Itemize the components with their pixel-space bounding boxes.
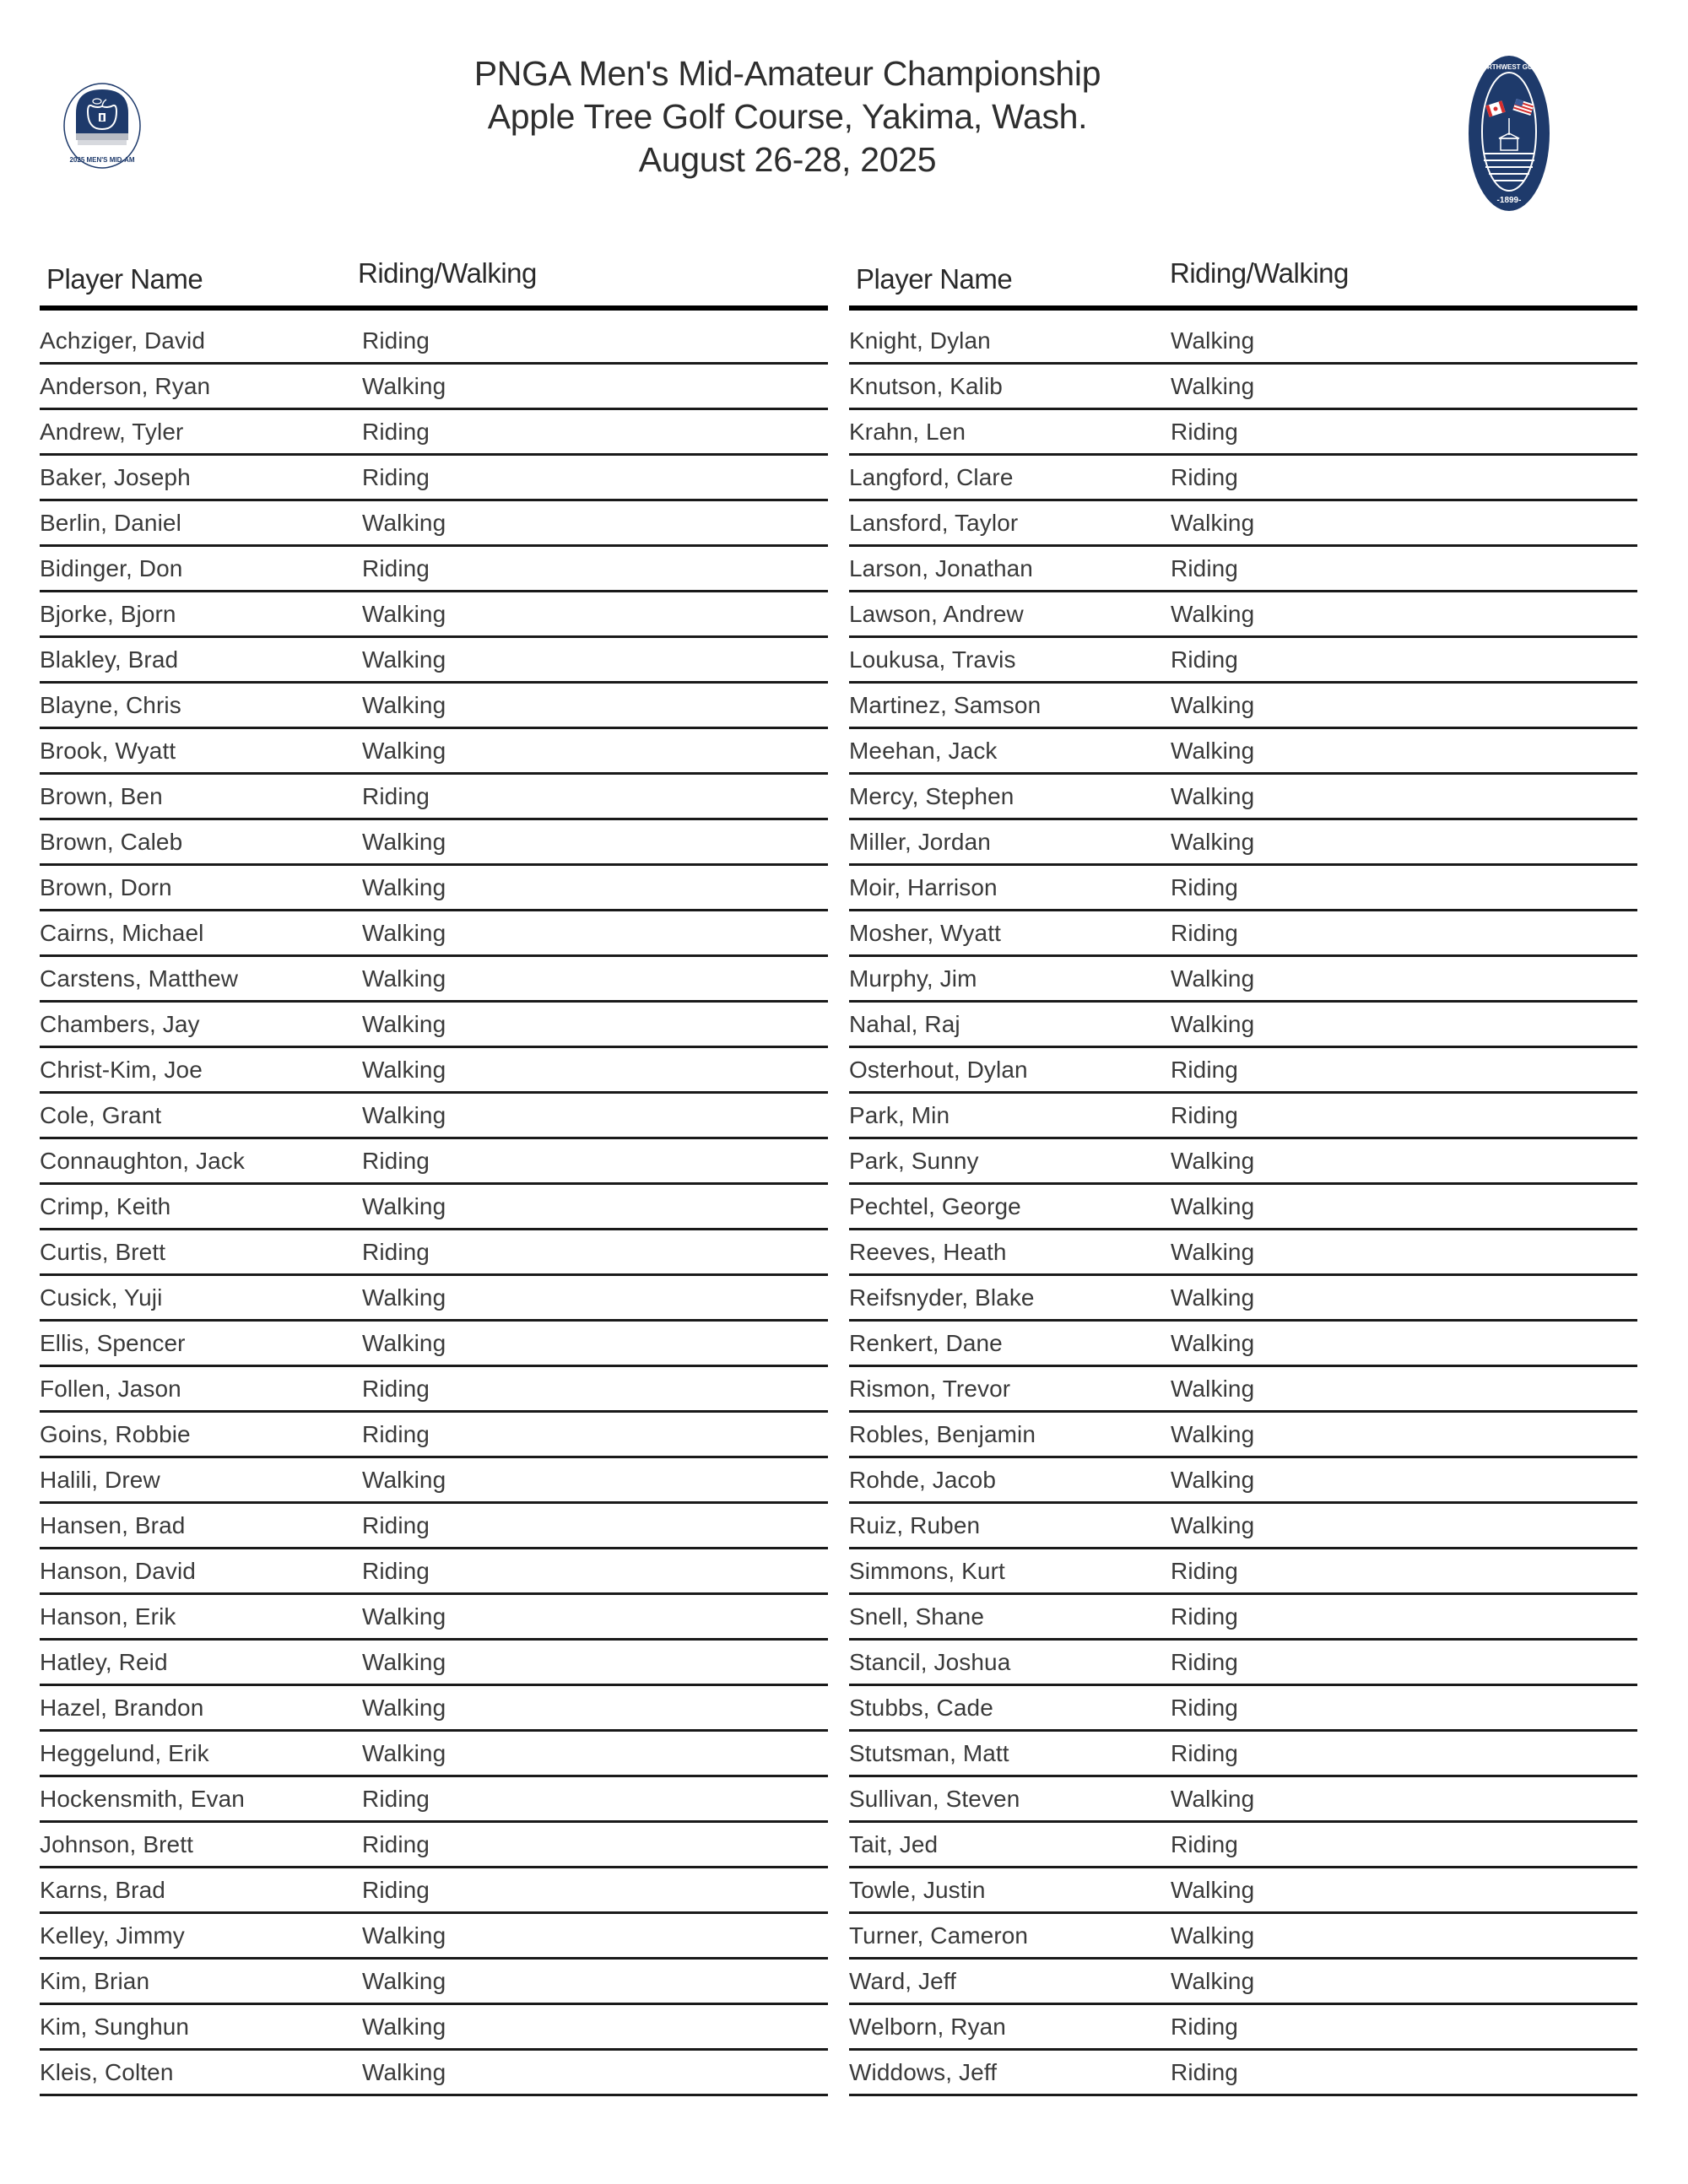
player-name: Hanson, David xyxy=(40,1558,196,1584)
player-name: Mercy, Stephen xyxy=(849,783,1014,809)
player-name: Knight, Dylan xyxy=(849,327,991,354)
riding-walking-status: Riding xyxy=(362,1786,430,1812)
event-title: PNGA Men's Mid-Amateur Championship xyxy=(473,54,1101,93)
riding-walking-status: Walking xyxy=(362,1330,446,1356)
svg-text:2025 MEN'S MID-AM: 2025 MEN'S MID-AM xyxy=(69,156,135,164)
table-row xyxy=(40,1322,828,1367)
player-name: Moir, Harrison xyxy=(849,874,998,900)
riding-walking-status: Riding xyxy=(1171,920,1238,946)
riding-walking-status: Riding xyxy=(1171,464,1238,490)
table-row xyxy=(40,1641,828,1686)
table-row xyxy=(849,1504,1637,1549)
riding-walking-status: Walking xyxy=(362,1057,446,1083)
table-row xyxy=(849,638,1637,684)
table-row xyxy=(40,866,828,911)
player-name: Towle, Justin xyxy=(849,1877,986,1903)
table-row xyxy=(849,820,1637,866)
players-table-right xyxy=(849,253,1637,2096)
table-row xyxy=(40,1504,828,1549)
table-row xyxy=(40,547,828,592)
table-row xyxy=(40,1732,828,1777)
table-row xyxy=(849,456,1637,501)
player-name: Park, Sunny xyxy=(849,1148,979,1174)
table-row xyxy=(849,1139,1637,1185)
riding-walking-status: Riding xyxy=(1171,1603,1238,1630)
player-name: Welborn, Ryan xyxy=(849,2014,1006,2040)
riding-walking-status: Walking xyxy=(362,1649,446,1675)
player-name: Kleis, Colten xyxy=(40,2059,174,2085)
player-name: Rismon, Trevor xyxy=(849,1376,1011,1402)
riding-walking-status: Riding xyxy=(1171,2014,1238,2040)
player-name: Renkert, Dane xyxy=(849,1330,1003,1356)
riding-walking-status: Walking xyxy=(362,2014,446,2040)
table-row xyxy=(849,311,1637,365)
player-name: Larson, Jonathan xyxy=(849,555,1033,581)
player-name: Stubbs, Cade xyxy=(849,1695,993,1721)
table-row xyxy=(849,1823,1637,1868)
table-row xyxy=(40,684,828,729)
player-name: Goins, Robbie xyxy=(40,1421,191,1447)
player-name: Reeves, Heath xyxy=(849,1239,1007,1265)
table-row xyxy=(40,911,828,957)
player-name: Simmons, Kurt xyxy=(849,1558,1005,1584)
table-row xyxy=(40,957,828,1003)
table-row xyxy=(849,2005,1637,2051)
riding-walking-status: Walking xyxy=(1171,373,1255,399)
table-row xyxy=(849,1094,1637,1139)
riding-walking-status: Riding xyxy=(362,783,430,809)
player-name: Ellis, Spencer xyxy=(40,1330,186,1356)
riding-walking-status: Walking xyxy=(1171,692,1255,718)
table-row xyxy=(849,1732,1637,1777)
player-name: Brown, Dorn xyxy=(40,874,172,900)
table-header xyxy=(849,253,1637,311)
riding-walking-status: Walking xyxy=(1171,738,1255,764)
player-name: Turner, Cameron xyxy=(849,1922,1029,1949)
player-name: Langford, Clare xyxy=(849,464,1014,490)
document-title-block xyxy=(0,52,1575,181)
table-row xyxy=(40,456,828,501)
riding-walking-status: Riding xyxy=(362,555,430,581)
player-name: Ward, Jeff xyxy=(849,1968,957,1994)
player-name: Widdows, Jeff xyxy=(849,2059,998,2085)
player-name: Cusick, Yuji xyxy=(40,1284,163,1311)
player-name: Chambers, Jay xyxy=(40,1011,200,1037)
riding-walking-status: Walking xyxy=(362,1695,446,1721)
table-row xyxy=(849,1048,1637,1094)
riding-walking-status: Walking xyxy=(1171,601,1255,627)
table-row xyxy=(40,1549,828,1595)
table-body xyxy=(40,311,828,2096)
riding-walking-status: Walking xyxy=(1171,1877,1255,1903)
riding-walking-status: Walking xyxy=(362,601,446,627)
table-row xyxy=(40,1823,828,1868)
player-name: Brown, Ben xyxy=(40,783,163,809)
player-name: Bjorke, Bjorn xyxy=(40,601,176,627)
player-name: Rohde, Jacob xyxy=(849,1467,996,1493)
table-row xyxy=(40,1139,828,1185)
player-name: Achziger, David xyxy=(40,327,206,354)
riding-walking-status: Walking xyxy=(362,373,446,399)
riding-walking-status: Riding xyxy=(362,419,430,445)
riding-walking-status: Walking xyxy=(362,1193,446,1219)
table-row xyxy=(40,2005,828,2051)
event-dates: August 26-28, 2025 xyxy=(638,140,937,179)
table-row xyxy=(40,592,828,638)
riding-walking-status: Walking xyxy=(362,1968,446,1994)
riding-walking-status: Walking xyxy=(1171,327,1255,354)
table-row xyxy=(40,1230,828,1276)
table-row xyxy=(849,684,1637,729)
riding-walking-status: Riding xyxy=(362,1831,430,1857)
column-header-riding-walking: Riding/Walking xyxy=(1170,257,1349,289)
player-name: Ruiz, Ruben xyxy=(849,1512,981,1538)
table-row xyxy=(849,501,1637,547)
player-name: Mosher, Wyatt xyxy=(849,920,1001,946)
riding-walking-status: Walking xyxy=(362,1011,446,1037)
player-name: Bidinger, Don xyxy=(40,555,183,581)
riding-walking-status: Riding xyxy=(362,464,430,490)
player-name: Knutson, Kalib xyxy=(849,373,1003,399)
table-row xyxy=(40,501,828,547)
riding-walking-status: Walking xyxy=(1171,1239,1255,1265)
player-name: Meehan, Jack xyxy=(849,738,998,764)
player-name: Sullivan, Steven xyxy=(849,1786,1020,1812)
riding-walking-status: Riding xyxy=(1171,2059,1238,2085)
svg-text:NORTHWEST GOLF: NORTHWEST GOLF xyxy=(1477,63,1541,71)
table-row xyxy=(40,2051,828,2096)
riding-walking-status: Walking xyxy=(1171,1193,1255,1219)
table-row xyxy=(849,365,1637,410)
table-row xyxy=(849,1595,1637,1641)
riding-walking-status: Riding xyxy=(362,1421,430,1447)
riding-walking-status: Walking xyxy=(1171,1512,1255,1538)
player-name: Cole, Grant xyxy=(40,1102,162,1128)
player-name: Murphy, Jim xyxy=(849,965,977,992)
player-name: Miller, Jordan xyxy=(849,829,991,855)
table-row xyxy=(40,729,828,775)
riding-walking-status: Walking xyxy=(362,874,446,900)
riding-walking-status: Walking xyxy=(1171,1922,1255,1949)
column-header-player-name: Player Name xyxy=(46,263,203,295)
riding-walking-status: Riding xyxy=(362,1148,430,1174)
table-row xyxy=(40,1914,828,1960)
player-name: Hanson, Erik xyxy=(40,1603,176,1630)
player-name: Hockensmith, Evan xyxy=(40,1786,245,1812)
player-name: Snell, Shane xyxy=(849,1603,984,1630)
table-row xyxy=(40,638,828,684)
table-row xyxy=(849,1777,1637,1823)
player-name: Blakley, Brad xyxy=(40,646,179,673)
riding-walking-status: Riding xyxy=(1171,1831,1238,1857)
column-header-player-name: Player Name xyxy=(856,263,1013,295)
riding-walking-status: Walking xyxy=(1171,1284,1255,1311)
table-row xyxy=(40,1595,828,1641)
riding-walking-status: Riding xyxy=(1171,1740,1238,1766)
riding-walking-status: Walking xyxy=(362,1467,446,1493)
player-name: Nahal, Raj xyxy=(849,1011,960,1037)
riding-walking-status: Walking xyxy=(362,1603,446,1630)
player-name: Reifsnyder, Blake xyxy=(849,1284,1035,1311)
player-name: Osterhout, Dylan xyxy=(849,1057,1028,1083)
table-row xyxy=(849,1641,1637,1686)
riding-walking-status: Walking xyxy=(1171,1330,1255,1356)
table-row xyxy=(40,1048,828,1094)
riding-walking-status: Riding xyxy=(362,1512,430,1538)
riding-walking-status: Riding xyxy=(1171,419,1238,445)
table-row xyxy=(40,1960,828,2005)
player-name: Baker, Joseph xyxy=(40,464,191,490)
table-row xyxy=(849,547,1637,592)
player-name: Loukusa, Travis xyxy=(849,646,1016,673)
riding-walking-status: Riding xyxy=(1171,1695,1238,1721)
player-name: Andrew, Tyler xyxy=(40,419,184,445)
table-row xyxy=(40,410,828,456)
player-name: Robles, Benjamin xyxy=(849,1421,1036,1447)
table-row xyxy=(849,1322,1637,1367)
player-name: Cairns, Michael xyxy=(40,920,204,946)
svg-text:-1899-: -1899- xyxy=(1496,196,1522,205)
column-header-riding-walking: Riding/Walking xyxy=(358,257,537,289)
table-row xyxy=(849,1914,1637,1960)
riding-walking-status: Riding xyxy=(1171,1057,1238,1083)
riding-walking-status: Walking xyxy=(1171,510,1255,536)
player-name: Crimp, Keith xyxy=(40,1193,171,1219)
table-row xyxy=(849,1413,1637,1458)
table-row xyxy=(40,1276,828,1322)
player-name: Pechtel, George xyxy=(849,1193,1021,1219)
riding-walking-status: Walking xyxy=(1171,1786,1255,1812)
player-name: Karns, Brad xyxy=(40,1877,165,1903)
riding-walking-status: Walking xyxy=(1171,1467,1255,1493)
player-name: Curtis, Brett xyxy=(40,1239,166,1265)
table-row xyxy=(40,1367,828,1413)
table-header xyxy=(40,253,828,311)
riding-walking-status: Riding xyxy=(1171,555,1238,581)
riding-walking-status: Walking xyxy=(362,1102,446,1128)
riding-walking-status: Walking xyxy=(1171,783,1255,809)
table-row xyxy=(40,1686,828,1732)
table-row xyxy=(849,1230,1637,1276)
player-name: Stancil, Joshua xyxy=(849,1649,1011,1675)
player-name: Lawson, Andrew xyxy=(849,601,1024,627)
table-row xyxy=(849,1185,1637,1230)
riding-walking-status: Riding xyxy=(362,1239,430,1265)
table-row xyxy=(40,1094,828,1139)
riding-walking-status: Riding xyxy=(1171,1649,1238,1675)
player-name: Martinez, Samson xyxy=(849,692,1041,718)
table-row xyxy=(849,1458,1637,1504)
table-row xyxy=(40,1003,828,1048)
table-row xyxy=(40,775,828,820)
riding-walking-status: Walking xyxy=(1171,1968,1255,1994)
event-venue: Apple Tree Golf Course, Yakima, Wash. xyxy=(487,97,1088,136)
riding-walking-status: Walking xyxy=(1171,1011,1255,1037)
riding-walking-status: Riding xyxy=(362,1558,430,1584)
riding-walking-status: Walking xyxy=(362,965,446,992)
player-name: Stutsman, Matt xyxy=(849,1740,1009,1766)
riding-walking-status: Walking xyxy=(362,510,446,536)
player-name: Lansford, Taylor xyxy=(849,510,1019,536)
table-row xyxy=(849,775,1637,820)
table-row xyxy=(40,365,828,410)
table-row xyxy=(849,911,1637,957)
riding-walking-status: Walking xyxy=(362,646,446,673)
table-row xyxy=(40,1777,828,1823)
riding-walking-status: Walking xyxy=(1171,1148,1255,1174)
riding-walking-status: Walking xyxy=(362,2059,446,2085)
player-name: Heggelund, Erik xyxy=(40,1740,209,1766)
riding-walking-status: Riding xyxy=(1171,1102,1238,1128)
table-row xyxy=(849,410,1637,456)
riding-walking-status: Riding xyxy=(1171,1558,1238,1584)
riding-walking-status: Walking xyxy=(362,920,446,946)
riding-walking-status: Walking xyxy=(362,692,446,718)
table-row xyxy=(40,1413,828,1458)
table-row xyxy=(849,592,1637,638)
table-row xyxy=(40,1185,828,1230)
riding-walking-status: Riding xyxy=(362,327,430,354)
table-row xyxy=(849,1367,1637,1413)
riding-walking-status: Walking xyxy=(362,1740,446,1766)
riding-walking-status: Riding xyxy=(362,1877,430,1903)
player-name: Connaughton, Jack xyxy=(40,1148,245,1174)
riding-walking-status: Walking xyxy=(1171,965,1255,992)
riding-walking-status: Riding xyxy=(1171,646,1238,673)
player-name: Berlin, Daniel xyxy=(40,510,181,536)
riding-walking-status: Walking xyxy=(1171,1376,1255,1402)
player-name: Kelley, Jimmy xyxy=(40,1922,185,1949)
pnga-association-logo-icon xyxy=(1467,54,1551,213)
player-name: Park, Min xyxy=(849,1102,950,1128)
table-row xyxy=(40,311,828,365)
players-table-left xyxy=(40,253,828,2096)
table-row xyxy=(849,2051,1637,2096)
riding-walking-status: Walking xyxy=(1171,1421,1255,1447)
table-row xyxy=(40,1458,828,1504)
riding-walking-status: Walking xyxy=(362,1284,446,1311)
player-name: Brown, Caleb xyxy=(40,829,183,855)
player-name: Christ-Kim, Joe xyxy=(40,1057,203,1083)
table-row xyxy=(849,1868,1637,1914)
table-row xyxy=(849,729,1637,775)
player-name: Kim, Sunghun xyxy=(40,2014,190,2040)
riding-walking-status: Walking xyxy=(362,1922,446,1949)
table-row xyxy=(849,1276,1637,1322)
player-name: Hazel, Brandon xyxy=(40,1695,204,1721)
table-row xyxy=(40,820,828,866)
player-name: Kim, Brian xyxy=(40,1968,150,1994)
table-row xyxy=(849,1686,1637,1732)
riding-walking-status: Walking xyxy=(362,829,446,855)
table-row xyxy=(849,1960,1637,2005)
player-name: Carstens, Matthew xyxy=(40,965,239,992)
player-name: Halili, Drew xyxy=(40,1467,160,1493)
player-name: Anderson, Ryan xyxy=(40,373,211,399)
player-name: Johnson, Brett xyxy=(40,1831,193,1857)
player-name: Brook, Wyatt xyxy=(40,738,176,764)
table-body xyxy=(849,311,1637,2096)
table-row xyxy=(40,1868,828,1914)
table-row xyxy=(849,957,1637,1003)
player-name: Krahn, Len xyxy=(849,419,966,445)
player-name: Hatley, Reid xyxy=(40,1649,168,1675)
player-name: Tait, Jed xyxy=(849,1831,939,1857)
riding-walking-status: Riding xyxy=(1171,874,1238,900)
riding-walking-status: Walking xyxy=(1171,829,1255,855)
riding-walking-status: Riding xyxy=(362,1376,430,1402)
table-row xyxy=(849,1549,1637,1595)
table-row xyxy=(849,1003,1637,1048)
player-name: Follen, Jason xyxy=(40,1376,181,1402)
player-name: Hansen, Brad xyxy=(40,1512,186,1538)
table-row xyxy=(849,866,1637,911)
player-name: Blayne, Chris xyxy=(40,692,181,718)
riding-walking-status: Walking xyxy=(362,738,446,764)
